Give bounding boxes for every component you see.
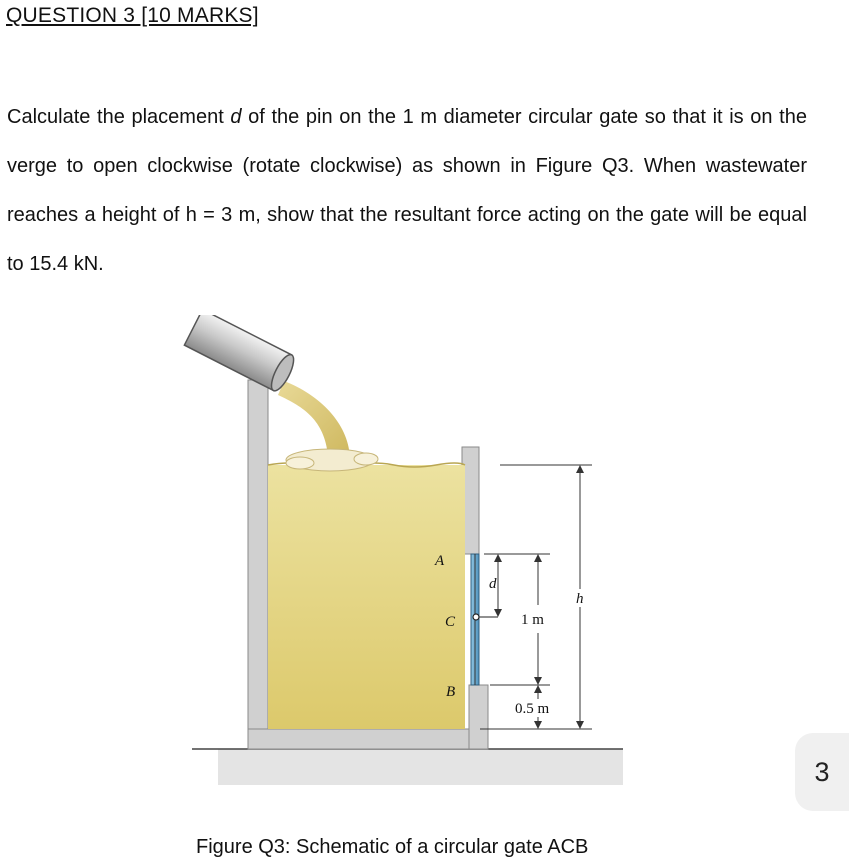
- tank-right-wall-lower: [469, 685, 488, 749]
- label-a: A: [435, 553, 445, 569]
- offset-arrow-down: [534, 721, 542, 729]
- tank-floor: [248, 729, 488, 749]
- tank-left-wall: [248, 380, 268, 749]
- pin: [473, 614, 479, 620]
- splash-bubble: [286, 457, 314, 469]
- figure-q3: [180, 315, 640, 795]
- page-number-badge: [795, 733, 849, 811]
- inlet-pipe: [184, 315, 297, 394]
- gate-schematic: [180, 315, 640, 795]
- variable-d: d: [230, 106, 242, 128]
- d-arrow-down: [494, 609, 502, 617]
- wastewater: [268, 465, 465, 729]
- diameter-arrow-down: [534, 677, 542, 685]
- h-arrow-down: [576, 721, 584, 729]
- label-h: h: [576, 591, 584, 607]
- offset-arrow-up: [534, 685, 542, 693]
- label-offset: 0.5 m: [515, 701, 550, 717]
- diameter-arrow-up: [534, 554, 542, 562]
- label-c: C: [445, 614, 456, 630]
- ground: [218, 749, 623, 785]
- label-diameter: 1 m: [521, 612, 544, 628]
- page-number: 3: [814, 756, 830, 787]
- question-text-part1: Calculate the placement: [7, 106, 231, 128]
- question-text-part2: of the pin on the 1 m diameter circular gate so that it is on the verge to open clockwise (rotate clockwise) as shown in Figure Q3. When wastewater reaches a height of h = 3 m, show that the resultant force acting on the gate will be equal to 15.4 kN.: [7, 106, 807, 275]
- figure-caption: Figure Q3: Schematic of a circular gate ACB: [196, 836, 589, 858]
- h-arrow-up: [576, 465, 584, 473]
- d-arrow-up: [494, 554, 502, 562]
- label-d: d: [489, 576, 497, 592]
- wastewater-stream: [278, 381, 350, 457]
- question-text: [7, 93, 807, 289]
- splash-bubble: [354, 453, 378, 465]
- question-heading: QUESTION 3 [10 MARKS]: [6, 4, 259, 27]
- label-b: B: [446, 684, 456, 700]
